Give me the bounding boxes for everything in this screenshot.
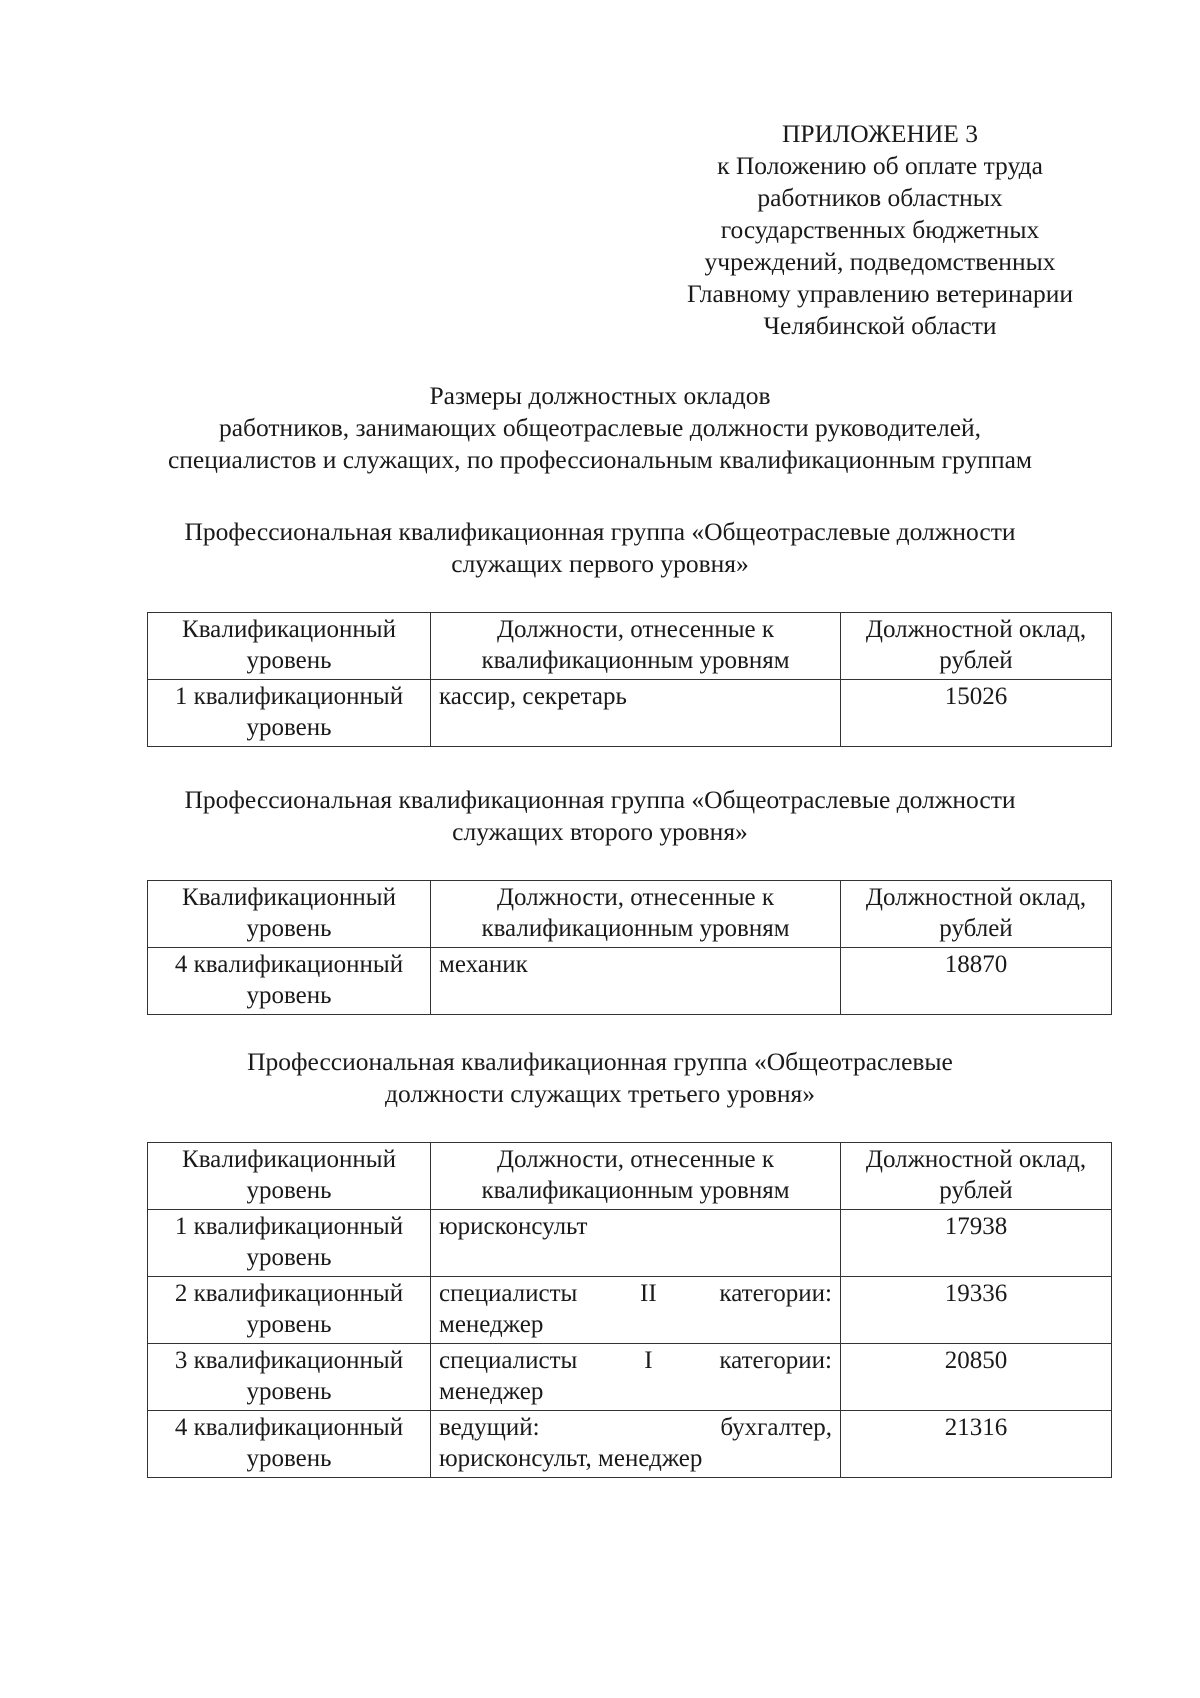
cell-positions: юрисконсульт <box>431 1210 841 1277</box>
group-heading-line: служащих второго уровня» <box>452 817 748 846</box>
positions-line: юрисконсульт, менеджер <box>439 1445 703 1472</box>
positions-line <box>439 1412 832 1443</box>
positions-word: I <box>644 1347 653 1374</box>
cell-level: 2 квалификационный уровень <box>148 1277 431 1344</box>
positions-word: специалисты <box>439 1347 578 1374</box>
header-salary: Должностной оклад, рублей <box>841 613 1112 680</box>
table-row <box>148 948 1112 1015</box>
table-header-row <box>148 881 1112 948</box>
title-line: работников, занимающих общеотраслевые должности руководителей, <box>218 413 982 442</box>
title-line: Размеры должностных окладов <box>429 381 771 410</box>
group-heading-line: Профессиональная квалификационная группа «Общеотраслевые должности <box>184 517 1016 546</box>
cell-salary: 15026 <box>841 680 1112 747</box>
cell-salary: 21316 <box>841 1411 1112 1478</box>
cell-salary: 17938 <box>841 1210 1112 1277</box>
group-heading-line: Профессиональная квалификационная группа «Общеотраслевые <box>247 1047 953 1076</box>
group-heading-line: должности служащих третьего уровня» <box>384 1079 816 1108</box>
header-salary: Должностной оклад, рублей <box>841 1143 1112 1210</box>
cell-level: 4 квалификационный уровень <box>148 948 431 1015</box>
positions-word: категории: <box>719 1280 832 1307</box>
cell-positions <box>431 1277 841 1344</box>
cell-positions <box>431 1411 841 1478</box>
group-heading-2 <box>100 784 1100 848</box>
positions-line <box>439 1345 832 1376</box>
cell-level: 4 квалификационный уровень <box>148 1411 431 1478</box>
cell-positions <box>431 1344 841 1411</box>
positions-line: менеджер <box>439 1378 544 1405</box>
header-salary: Должностной оклад, рублей <box>841 881 1112 948</box>
cell-salary: 19336 <box>841 1277 1112 1344</box>
title-line: специалистов и служащих, по профессиональным квалификационным группам <box>167 445 1033 474</box>
group-heading-1 <box>100 516 1100 580</box>
header-positions: Должности, отнесенные к квалификационным уровням <box>431 1143 841 1210</box>
cell-level: 3 квалификационный уровень <box>148 1344 431 1411</box>
header-positions: Должности, отнесенные к квалификационным уровням <box>431 613 841 680</box>
header-level: Квалификационный уровень <box>148 613 431 680</box>
table-header-row <box>148 613 1112 680</box>
appendix-line: к Положению об оплате труда <box>717 151 1043 180</box>
positions-word: бухгалтер, <box>720 1414 832 1441</box>
header-positions: Должности, отнесенные к квалификационным уровням <box>431 881 841 948</box>
appendix-line: учреждений, подведомственных <box>704 247 1056 276</box>
cell-level: 1 квалификационный уровень <box>148 680 431 747</box>
positions-line: менеджер <box>439 1311 544 1338</box>
positions-word: II <box>640 1280 657 1307</box>
appendix-block <box>660 118 1100 342</box>
group-heading-3 <box>180 1046 1020 1110</box>
appendix-title: ПРИЛОЖЕНИЕ 3 <box>781 119 979 148</box>
cell-positions: кассир, секретарь <box>431 680 841 747</box>
header-level: Квалификационный уровень <box>148 1143 431 1210</box>
table-header-row <box>148 1143 1112 1210</box>
salary-table-2 <box>147 880 1112 1015</box>
group-heading-line: служащих первого уровня» <box>451 549 749 578</box>
table-row <box>148 680 1112 747</box>
positions-word: специалисты <box>439 1280 578 1307</box>
salary-table-3 <box>147 1142 1112 1478</box>
appendix-line: работников областных <box>757 183 1003 212</box>
table-row <box>148 1344 1112 1411</box>
table-row <box>148 1277 1112 1344</box>
cell-salary: 18870 <box>841 948 1112 1015</box>
cell-positions: механик <box>431 948 841 1015</box>
positions-line <box>439 1278 832 1309</box>
salary-table-1 <box>147 612 1112 747</box>
header-level: Квалификационный уровень <box>148 881 431 948</box>
table-row <box>148 1210 1112 1277</box>
group-heading-line: Профессиональная квалификационная группа «Общеотраслевые должности <box>184 785 1016 814</box>
appendix-line: Челябинской области <box>763 311 997 340</box>
cell-salary: 20850 <box>841 1344 1112 1411</box>
table-row <box>148 1411 1112 1478</box>
cell-level: 1 квалификационный уровень <box>148 1210 431 1277</box>
positions-word: категории: <box>719 1347 832 1374</box>
appendix-line: Главному управлению ветеринарии <box>686 279 1074 308</box>
appendix-line: государственных бюджетных <box>720 215 1040 244</box>
positions-word: ведущий: <box>439 1414 540 1441</box>
document-title <box>100 380 1100 476</box>
